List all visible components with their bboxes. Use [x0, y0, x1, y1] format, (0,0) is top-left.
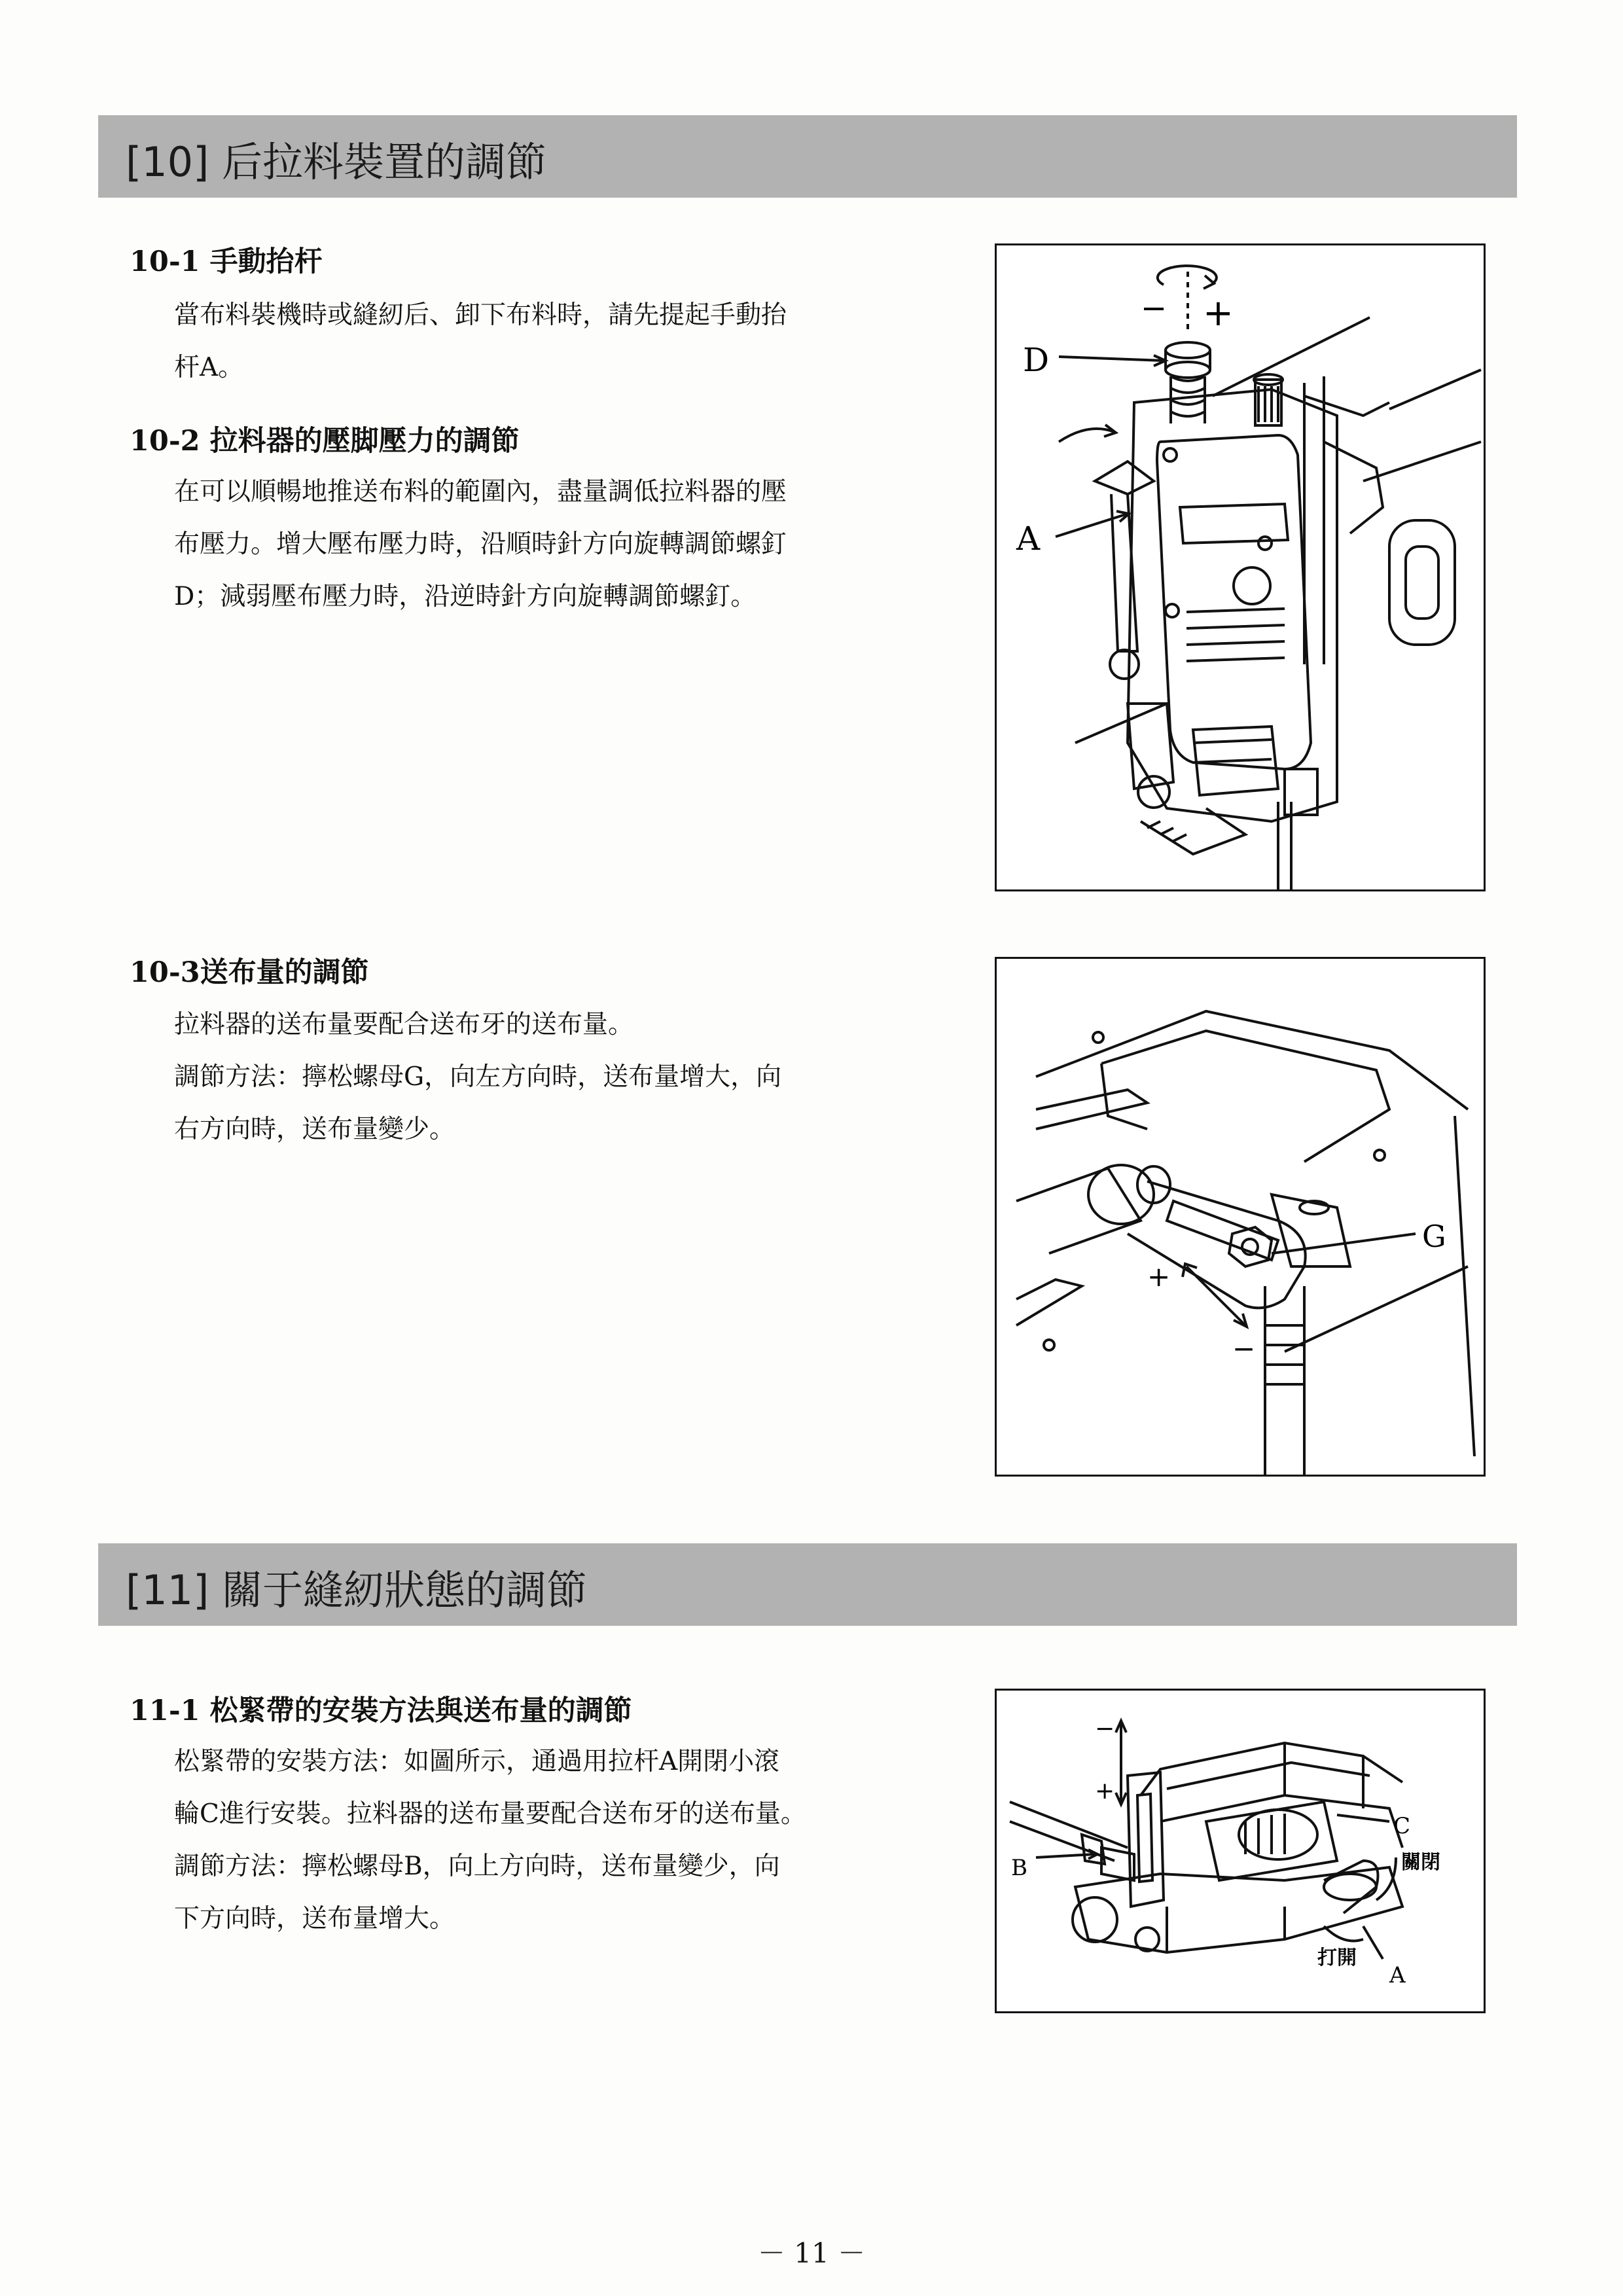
heading-10-3: 10-3送布量的調節 — [130, 956, 369, 989]
text-line: 輪C進行安裝。拉料器的送布量要配合送布牙的送布量。 — [174, 1799, 806, 1829]
lever-a-label: A — [1389, 1962, 1406, 1988]
minus-label: − — [1232, 1333, 1256, 1365]
nut-g-label: G — [1422, 1219, 1446, 1254]
section-10-title: [10] 后拉料裝置的調節 — [126, 138, 546, 186]
feed-adjustment-drawing — [997, 959, 1484, 1475]
text-line: 松緊帶的安裝方法：如圖所示，通過用拉杆A開閉小滾 — [174, 1747, 780, 1776]
elastic-roller-drawing — [997, 1691, 1484, 2011]
section-10-header-band — [98, 115, 1517, 198]
text-line: 調節方法：擰松螺母B，向上方向時，送布量變少，向 — [174, 1852, 780, 1881]
lever-a-label: A — [1016, 520, 1041, 558]
plus-label: + — [1147, 1261, 1171, 1293]
paragraph-10-3 — [174, 999, 881, 1156]
text-line: 在可以順暢地推送布料的範圍內，盡量調低拉料器的壓 — [174, 477, 787, 507]
nut-b-label: B — [1011, 1855, 1027, 1881]
paragraph-10-1 — [174, 289, 881, 394]
text-line: 下方向時，送布量增大。 — [174, 1904, 455, 1933]
text-line: 當布料裝機時或縫紉后、卸下布料時，請先提起手動抬 — [174, 300, 787, 330]
text-line: 右方向時，送布量變少。 — [174, 1115, 455, 1144]
minus-label: − — [1141, 290, 1168, 327]
screw-d-label: D — [1023, 341, 1050, 379]
text-line: D；減弱壓布壓力時，沿逆時針方向旋轉調節螺釘。 — [174, 582, 757, 611]
puller-mechanism-drawing — [997, 245, 1484, 889]
plus-label: + — [1203, 292, 1234, 334]
paragraph-11-1 — [174, 1736, 881, 1945]
figure-puller-lift-lever — [995, 243, 1486, 891]
figure-elastic-roller — [995, 1689, 1486, 2013]
paragraph-10-2 — [174, 466, 881, 623]
close-label: 關閉 — [1401, 1851, 1440, 1874]
section-11-header-band — [98, 1543, 1517, 1626]
text-line: 拉料器的送布量要配合送布牙的送布量。 — [174, 1010, 634, 1039]
heading-10-2: 10-2 拉料器的壓脚壓力的調節 — [130, 425, 520, 457]
heading-10-1: 10-1 手動抬杆 — [130, 245, 323, 278]
text-line: 調節方法：擰松螺母G，向左方向時，送布量增大，向 — [174, 1062, 782, 1092]
figure-feed-amount-nut — [995, 957, 1486, 1477]
page-number: － 11 － — [757, 2237, 866, 2269]
text-line: 布壓力。增大壓布壓力時，沿順時針方向旋轉調節螺釘 — [174, 529, 787, 559]
roller-c-label: C — [1393, 1813, 1411, 1839]
section-11-title: [11] 關于縫紉狀態的調節 — [126, 1566, 587, 1614]
open-label: 打開 — [1317, 1946, 1357, 1969]
minus-label: − — [1095, 1715, 1115, 1742]
text-line: 杆A。 — [174, 353, 244, 382]
heading-11-1: 11-1 松緊帶的安裝方法與送布量的調節 — [130, 1695, 632, 1727]
plus-label: + — [1095, 1778, 1115, 1804]
